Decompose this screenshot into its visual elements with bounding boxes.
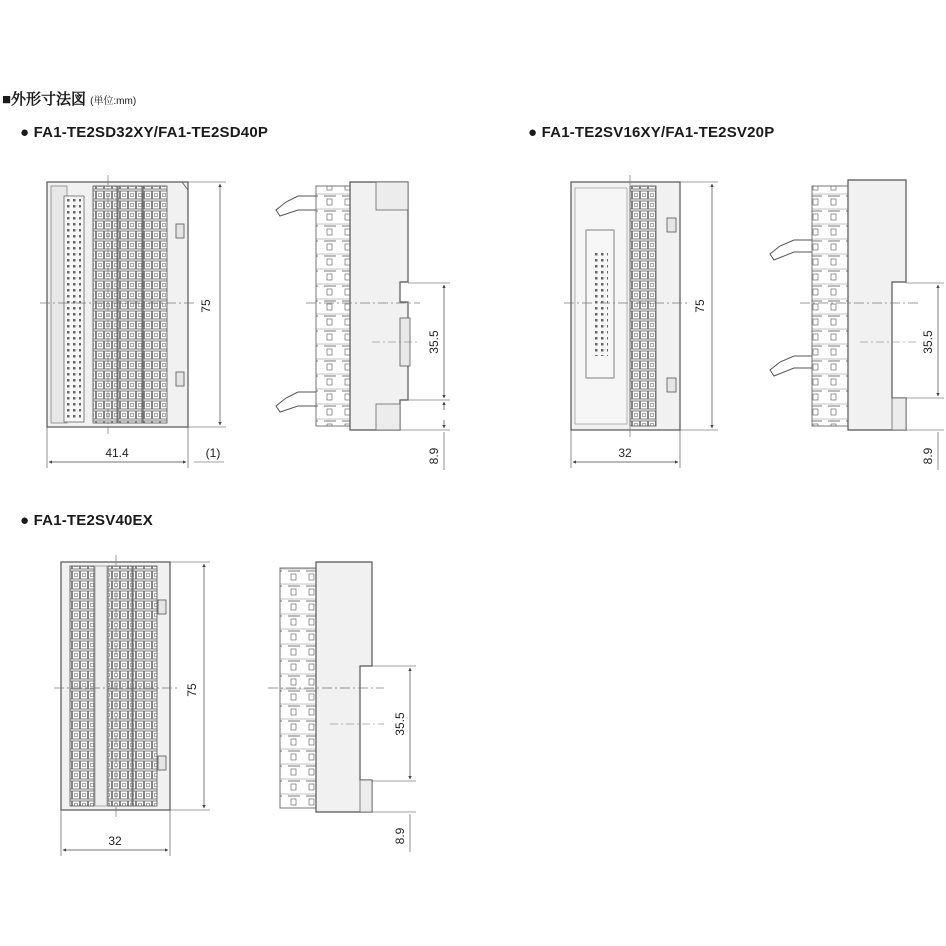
sv16-pitch-dim: 35.5 [921,330,935,354]
sd32-front-view [40,175,196,434]
sv40-front-view [54,555,178,818]
sv40-width-dim: 32 [108,834,122,848]
sv16-front-view [564,175,690,438]
sd32-width-dim: 41.4 [105,446,129,460]
sv16-width-dim: 32 [618,446,632,460]
sv40-offset-dim: 8.9 [393,827,407,845]
sd32-pitch-dim: 35.5 [427,330,441,354]
sv40-pitch-dim: 35.5 [393,712,407,736]
sd32-extra-dim: (1) [205,446,221,460]
sd32-side-view [276,182,420,430]
sv40-side-dims [372,666,416,852]
sd32-height-dim: 75 [199,299,213,313]
sv16-height-dim: 75 [693,299,707,313]
sv40-side-view [268,562,384,812]
sv16-side-dims [906,283,944,470]
section-title-text: ■外形寸法図 [2,91,87,108]
model-label-sd32: ● FA1-TE2SD32XY/FA1-TE2SD40P [20,124,269,141]
unit-note: (単位:mm) [90,96,137,107]
model-label-sv16: ● FA1-TE2SV16XY/FA1-TE2SV20P [528,124,775,141]
model-label-sv40: ● FA1-TE2SV40EX [20,512,153,529]
sv40-height-dim: 75 [185,683,199,697]
sv16-offset-dim: 8.9 [921,447,935,465]
sv16-side-view [770,180,918,430]
sd32-offset-dim: 8.9 [427,447,441,465]
